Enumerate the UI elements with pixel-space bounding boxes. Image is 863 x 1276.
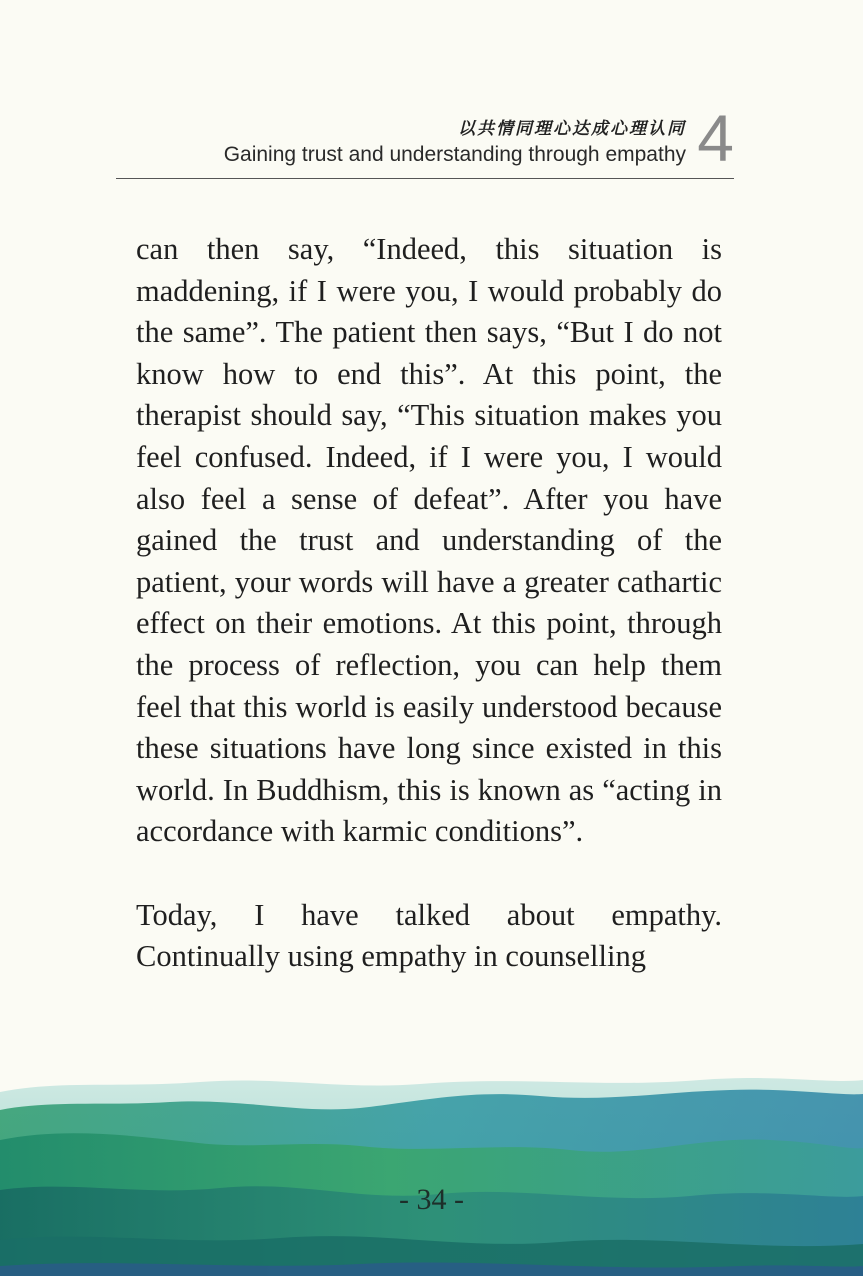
page-number: - 34 -	[399, 1183, 464, 1216]
header-english-title: Gaining trust and understanding through empathy	[223, 143, 686, 166]
paragraph: Today, I have talked about empathy. Continually using empathy in counselling	[136, 897, 722, 974]
running-header	[116, 101, 734, 179]
watercolor-mountains-illustration	[0, 1070, 863, 1276]
chapter-number: 4	[697, 101, 734, 175]
body-text	[136, 229, 722, 978]
header-chinese-title: 以共情同理心达成心理认同	[458, 119, 686, 139]
header-titles	[224, 118, 686, 168]
paragraph: can then say, “Indeed, this situation is maddening, if I were you, I would probably do the same”. The patient then says, “But I do not know how to end this”. At this point, the therapist should say, “This situation makes you feel confused. Indeed, if I were you, I would also feel a sense of defeat”. After you have gained the trust and understanding of the patient, your words will have a greater cathartic effect on their emotions. At this point, through the process of reflection, you can help them feel that this world is easily understood because these situations have long since existed in this world. In Buddhism, this is known as “acting in accordance with karmic conditions”.	[136, 232, 722, 849]
